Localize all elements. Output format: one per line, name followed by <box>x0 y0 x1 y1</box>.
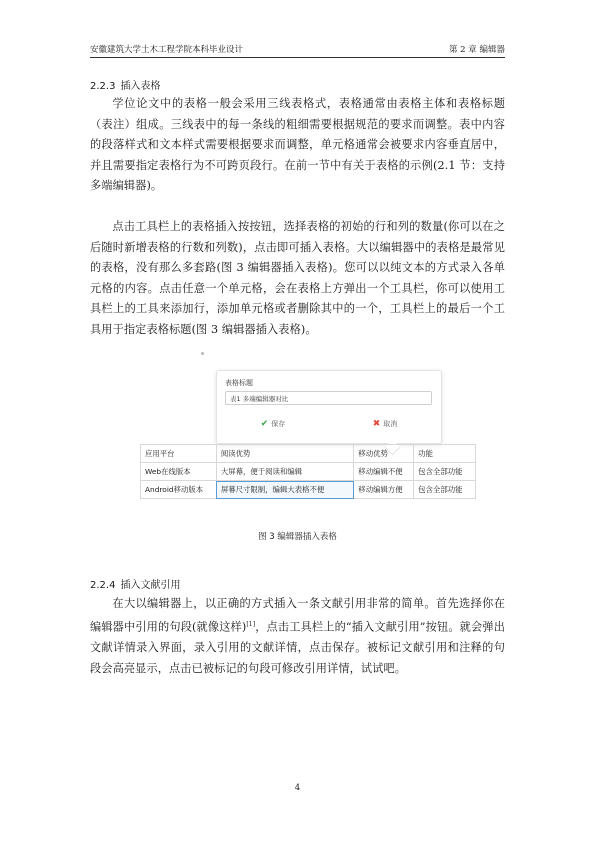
check-icon: ✔ <box>260 418 269 429</box>
table-cell[interactable]: Web在线版本 <box>141 463 217 481</box>
caption-input[interactable]: 表1 多端编辑器对比 <box>225 391 432 405</box>
page-number: 4 <box>294 783 301 793</box>
table-header-cell[interactable]: 阅读优势 <box>216 445 353 463</box>
table-cell[interactable]: 大屏幕，便于阅读和编辑 <box>216 463 353 481</box>
table-cell[interactable]: 包含全部功能 <box>414 481 476 499</box>
popup-label: 表格标题 <box>225 379 253 387</box>
header-right: 第 2 章 编辑器 <box>448 45 505 55</box>
section-title: 插入文献引用 <box>120 580 181 591</box>
table-header-cell[interactable]: 应用平台 <box>141 445 217 463</box>
table-cell[interactable]: 包含全部功能 <box>414 463 476 481</box>
header-left: 安徽建筑大学土木工程学院本科毕业设计 <box>90 45 244 55</box>
close-icon: ✖ <box>372 418 381 429</box>
table-caption-popup <box>216 370 442 444</box>
paragraph-3-text-a: 在大以编辑器上，以正确的方式插入一条文献引用非常的简单。首先选择你在编辑器中引用的句段(就像这样) <box>90 597 505 634</box>
citation-marker[interactable]: [1] <box>246 620 256 628</box>
table-cell[interactable]: 移动编辑不便 <box>354 463 414 481</box>
section-heading-2-2-4 <box>90 576 180 591</box>
popup-buttons <box>217 417 441 431</box>
table-cell[interactable]: 移动编辑方便 <box>354 481 414 499</box>
paragraph-2: 点击工具栏上的表格插入按按钮，选择表格的初始的行和列的数量(你可以在之后随时新增表格的行数和列数)，点击即可插入表格。大以编辑器中的表格是最常见的表格，没有那么多套路(图 3 编辑器插入表格)。您可以以纯文本的方式录入各单元格的内容。点击任意一个单元格，会在表格上方弹出一个工具栏，你可以使用工具栏上的工具来添加行，添加单元格或者删除其中的一个，工具栏上的最后一个工具用于指定表格标题(图 3 编辑器插入表格)。 <box>90 220 505 336</box>
section-number: 2.2.3 <box>90 81 116 92</box>
save-label: 保存 <box>271 420 286 428</box>
paragraph-3-text-b: ，点击工具栏上的“插入文献引用”按钮。就会弹出文献详情录入界面，录入引用的文献详情，点击保存。被标记文献引用和注释的句段会高亮显示，点击已被标记的句段可修改引用详情，试试吧。 <box>90 620 505 675</box>
table-row <box>141 463 476 481</box>
paragraph-3 <box>90 594 505 679</box>
section-title: 插入表格 <box>120 81 161 92</box>
paragraph-1: 学位论文中的表格一般会采用三线表格式，表格通常由表格主体和表格标题（表注）组成。三线表中的每一条线的粗细需要根据规范的要求而调整。表中内容的段落样式和文本样式需要根据要求而调整，单元格通常会被要求内容垂直居中，并且需要指定表格行为不可跨页段行。在前一节中有关于表格的示例(2.1 节：支持多端编辑器)。 <box>90 97 505 193</box>
section-heading-2-2-3 <box>90 77 160 92</box>
table-cell-selected[interactable]: 屏幕尺寸限制，编辑大表格不便 <box>216 481 353 499</box>
table-header-cell[interactable]: 功能 <box>414 445 476 463</box>
cancel-label: 取消 <box>383 420 398 428</box>
table-header-row <box>141 445 476 463</box>
section-number: 2.2.4 <box>90 580 116 591</box>
figure-editor-table <box>140 364 476 504</box>
editor-table <box>140 444 476 499</box>
page-header <box>90 40 505 58</box>
decorative-dot <box>201 352 204 355</box>
table-row <box>141 481 476 499</box>
cancel-button[interactable] <box>373 417 398 431</box>
save-button[interactable] <box>261 417 286 431</box>
figure-caption: 图 3 编辑器插入表格 <box>258 532 337 542</box>
table-cell[interactable]: Android移动版本 <box>141 481 217 499</box>
table-header-cell[interactable]: 移动优势 <box>354 445 414 463</box>
